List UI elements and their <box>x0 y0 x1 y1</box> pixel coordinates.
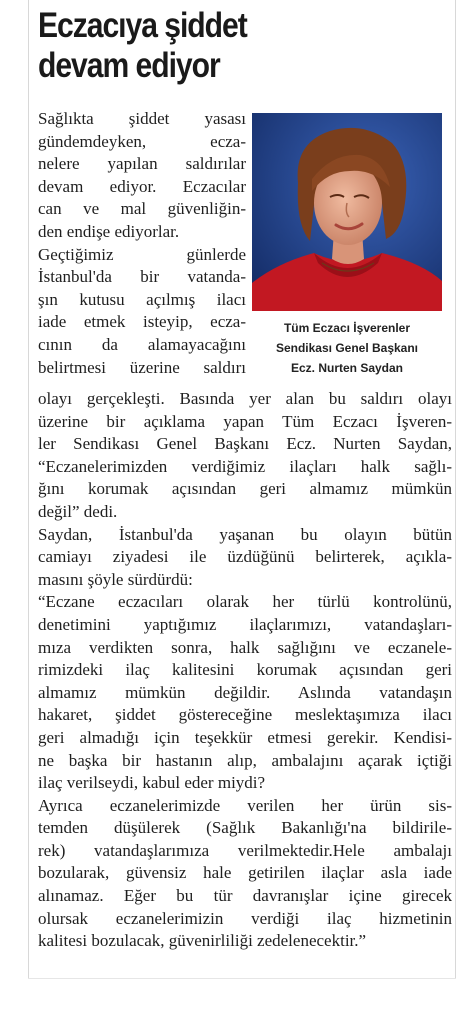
body-line: geri almadığı için teşekkür etmesi gerekir. Kendisi- <box>38 727 452 747</box>
body-line: üzerine bir açıklama yapan Tüm Eczacı İşveren- <box>38 411 452 431</box>
portrait-photo <box>252 113 442 311</box>
body-line: olursak eczanelerimizin verdiği ilaç hizmetinin <box>38 908 452 928</box>
body-line: ne başka bir hastanın alıp, ambalajını açarak içtiği <box>38 750 452 770</box>
article-body <box>38 388 452 953</box>
clipping-bottom-border <box>28 978 456 979</box>
body-line: can ve mal güvenliğin- <box>38 199 246 219</box>
body-line: ilaç verilseydi, kabul eder miydi? <box>38 773 266 793</box>
body-line: Geçtiğimiz günlerde <box>38 244 246 264</box>
article-intro-column <box>38 108 246 379</box>
body-line: nelere yapılan saldırılar <box>38 154 246 174</box>
body-line: belirtmesi üzerine saldırı <box>38 357 246 377</box>
body-line: mıza verdikten sonra, halk sağlığını ve eczanele- <box>38 637 452 657</box>
body-line: masını şöyle sürdürdü: <box>38 569 193 589</box>
body-line: camiayı ziyadesi ile üzdüğünü belirterek, açıkla- <box>38 547 452 567</box>
body-line: “Eczanelerimizden verdiğimiz ilaçları halk sağlı- <box>38 456 452 476</box>
body-line: ler Sendikası Genel Başkanı Ecz. Nurten Saydan, <box>38 434 452 454</box>
body-line: olayı gerçekleşti. Basında yer alan bu saldırı olayı <box>38 389 452 408</box>
body-line: Ayrıca eczanelerimizde verilen her ürün sis- <box>38 795 452 815</box>
body-line: temden düşülerek (Sağlık Bakanlığı'na bildirile- <box>38 818 452 838</box>
body-line: iade etmek isteyip, ecza- <box>38 312 246 332</box>
article-headline <box>38 6 392 86</box>
body-line: den endişe ediyorlar. <box>38 221 180 241</box>
body-line: İstanbul'da bir vatanda- <box>38 267 246 287</box>
body-line: gündemdeyken, ecza- <box>38 131 246 151</box>
clipping-left-border <box>28 0 29 978</box>
body-line: rek) vatandaşlarımıza verilmektedir.Hele ambalajı <box>38 840 452 860</box>
body-line: Sağlıkta şiddet yasası <box>38 109 246 128</box>
caption-line: Sendikası Genel Başkanı <box>275 341 419 355</box>
headline-line-1: Eczacıya şiddet <box>38 6 247 45</box>
body-line: ğını korumak açısından geri almamız mümkün <box>38 479 452 499</box>
body-line: hakaret, şiddet göstereceğine meslektaşımıza ilacı <box>38 705 452 725</box>
body-line: “Eczane eczacıları olarak her türlü kontrolünü, <box>38 592 452 612</box>
photo-caption <box>252 318 442 378</box>
headline-line-2: devam ediyor <box>38 46 220 85</box>
caption-line: Ecz. Nurten Saydan <box>290 361 404 375</box>
body-line: Saydan, İstanbul'da yaşanan bu olayın bütün <box>38 524 452 544</box>
body-line: cının da alamayacağını <box>38 334 246 354</box>
body-line: değil” dedi. <box>38 501 118 521</box>
body-line: denetimini yaptığımız ilaçlarımızı, vatandaşları- <box>38 614 452 634</box>
body-line: şın kutusu açılmış ilacı <box>38 289 246 309</box>
body-line: rimizdeki ilaç kalitesini korumak açısından geri <box>38 660 452 680</box>
caption-line: Tüm Eczacı İşverenler <box>283 321 411 335</box>
body-line: almamız mümkün değildir. Aslında vatandaşın <box>38 682 452 702</box>
body-line: kalitesi bozulacak, güvenirliliği zedelenecektir.” <box>38 931 367 951</box>
body-line: alınamaz. Eğer bu tür davranışlar içine girecek <box>38 886 452 906</box>
body-line: bozularak, güvensiz hale getirilen ilaçlar asla iade <box>38 863 452 883</box>
body-line: devam ediyor. Eczacılar <box>38 176 246 196</box>
portrait-photo-image <box>252 113 442 311</box>
